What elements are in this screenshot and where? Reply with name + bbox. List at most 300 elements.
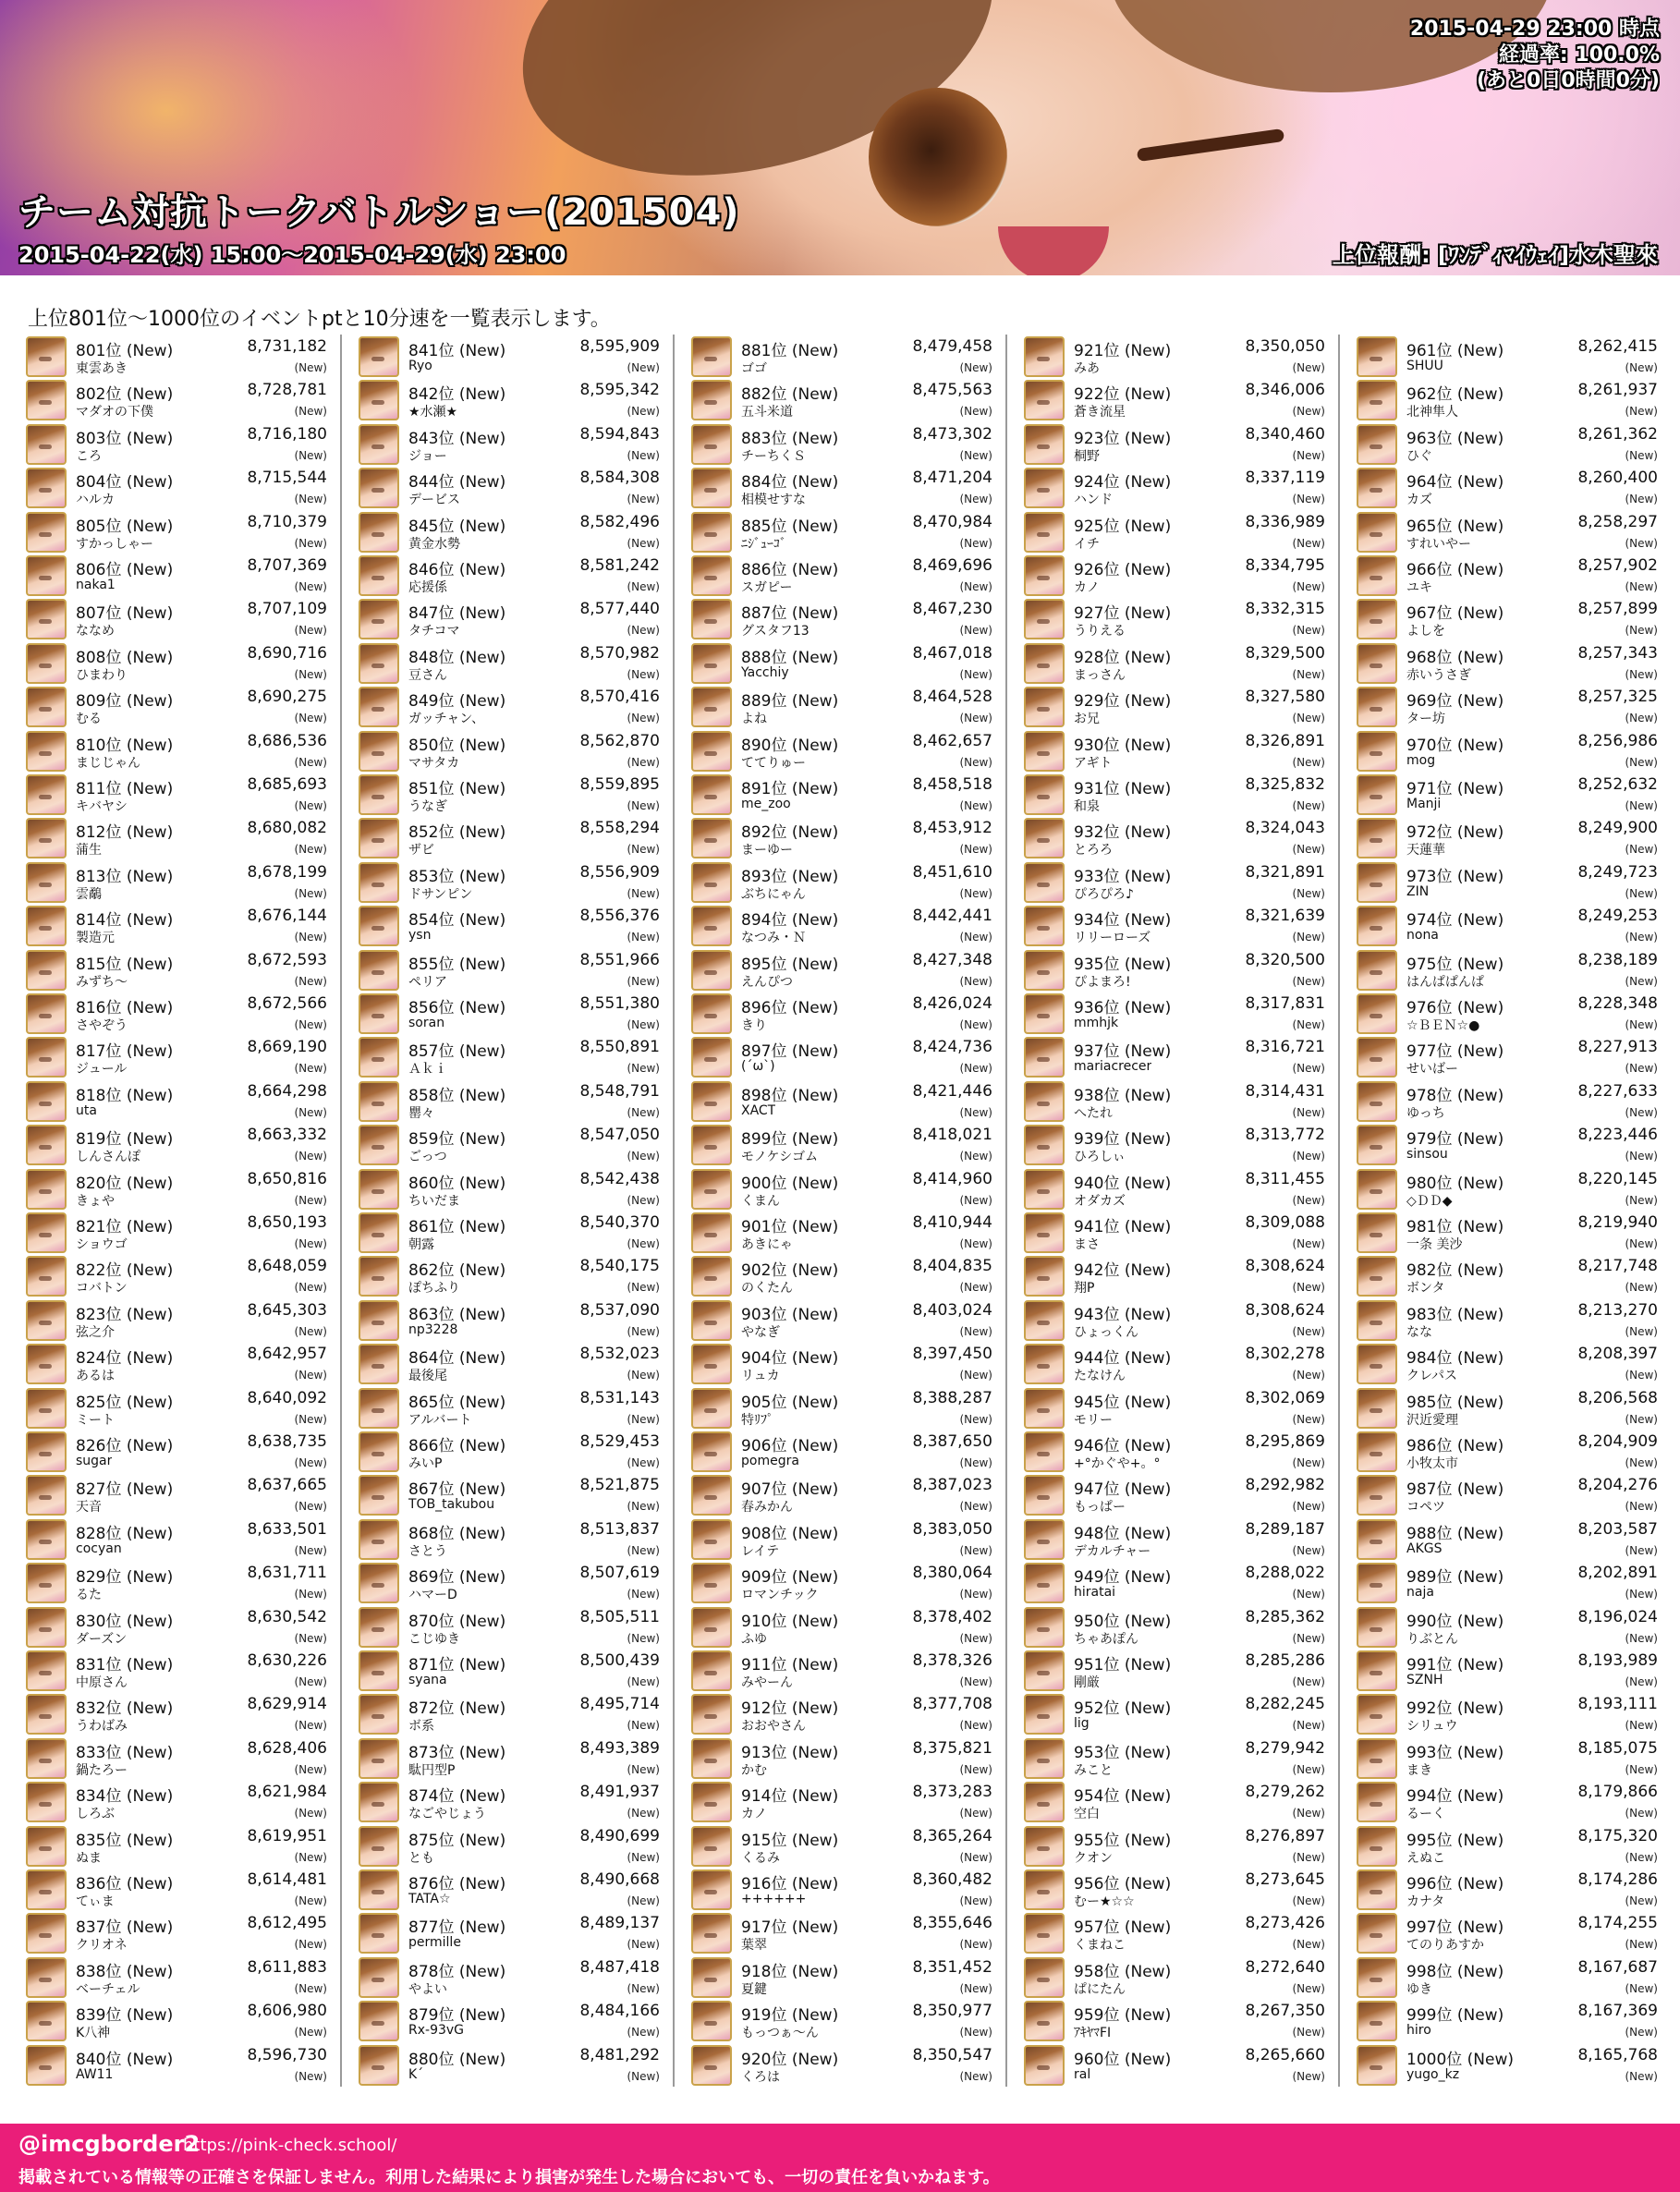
ten-minute-speed: (New) (959, 1456, 992, 1469)
event-points: 8,529,453 (579, 1432, 660, 1451)
event-points: 8,678,199 (247, 862, 327, 882)
ten-minute-speed: (New) (627, 580, 660, 593)
rank-label: 879位 (New) (408, 2006, 506, 2026)
ranking-row (357, 1123, 662, 1167)
avatar (26, 1431, 67, 1472)
player-name: SHUU (1406, 359, 1443, 373)
avatar (1024, 774, 1065, 815)
avatar (26, 1169, 67, 1210)
ranking-row (1355, 1824, 1660, 1869)
player-name: イチ (1074, 536, 1100, 552)
ten-minute-speed: (New) (627, 1675, 660, 1688)
player-name: クオン (1074, 1850, 1113, 1866)
event-points: 8,493,389 (579, 1738, 660, 1758)
ranking-row (24, 422, 329, 467)
event-points: 8,650,816 (247, 1169, 327, 1188)
rank-label: 898位 (New) (741, 1086, 839, 1105)
ranking-row (1355, 904, 1660, 948)
ten-minute-speed: (New) (1625, 667, 1658, 681)
ranking-row (1022, 466, 1327, 510)
event-points: 8,540,370 (579, 1213, 660, 1232)
avatar (691, 1607, 732, 1648)
event-points: 8,309,088 (1245, 1213, 1325, 1232)
event-points: 8,542,438 (579, 1169, 660, 1188)
player-name: ベーチェル (76, 1981, 140, 1997)
rank-label: 921位 (New) (1074, 342, 1172, 360)
rank-label: 991位 (New) (1406, 1656, 1504, 1674)
ten-minute-speed: (New) (627, 624, 660, 638)
rank-label: 807位 (New) (76, 604, 174, 624)
event-points: 8,327,580 (1245, 688, 1325, 707)
event-points: 8,174,286 (1577, 1870, 1658, 1889)
event-points: 8,427,348 (912, 950, 992, 969)
event-points: 8,295,869 (1245, 1432, 1325, 1451)
rank-label: 873位 (New) (408, 1743, 506, 1762)
ranking-row (24, 729, 329, 773)
rank-label: 826位 (New) (76, 1437, 174, 1455)
ten-minute-speed: (New) (627, 1719, 660, 1733)
rank-label: 864位 (New) (408, 1349, 506, 1369)
ten-minute-speed: (New) (627, 361, 660, 374)
player-name: ボンタ (1406, 1281, 1445, 1297)
event-points: 8,204,276 (1577, 1476, 1658, 1495)
rank-label: 935位 (New) (1074, 955, 1172, 974)
avatar (26, 1344, 67, 1384)
ranking-row (689, 1430, 994, 1474)
rank-label: 829位 (New) (76, 1568, 174, 1588)
event-points: 8,314,431 (1245, 1081, 1325, 1101)
rank-label: 900位 (New) (741, 1174, 839, 1193)
ranking-row (689, 1079, 994, 1124)
player-name: クレパス (1406, 1369, 1458, 1384)
ranking-row (689, 1517, 994, 1562)
ranking-row (1022, 1868, 1327, 1912)
avatar (26, 1388, 67, 1429)
ranking-row (24, 1079, 329, 1124)
banner-art-mouth (998, 226, 1109, 275)
rank-label: 828位 (New) (76, 1524, 174, 1543)
ten-minute-speed: (New) (1625, 2069, 1658, 2083)
rank-label: 808位 (New) (76, 648, 174, 667)
event-points: 8,397,450 (912, 1345, 992, 1364)
player-name: ドサンピン (408, 886, 473, 902)
ranking-row (1022, 641, 1327, 686)
ranking-row (24, 641, 329, 686)
event-points: 8,548,791 (579, 1081, 660, 1101)
ten-minute-speed: (New) (294, 1456, 327, 1469)
ten-minute-speed: (New) (627, 1018, 660, 1031)
ten-minute-speed: (New) (1625, 1543, 1658, 1557)
event-points: 8,265,660 (1245, 2045, 1325, 2064)
ranking-row (357, 1649, 662, 1693)
ten-minute-speed: (New) (294, 1719, 327, 1733)
ten-minute-speed: (New) (959, 1193, 992, 1207)
avatar (1357, 1300, 1397, 1341)
ranking-row (24, 1824, 329, 1869)
event-points: 8,421,446 (912, 1081, 992, 1101)
event-points: 8,202,891 (1577, 1564, 1658, 1583)
player-name: ユキ (1406, 580, 1432, 595)
rank-label: 919位 (New) (741, 2006, 839, 2026)
player-name: モノケシゴム (741, 1150, 819, 1165)
ranking-row (1355, 335, 1660, 379)
ranking-column (1022, 335, 1327, 2087)
ranking-row (24, 554, 329, 598)
rank-label: 973位 (New) (1406, 867, 1504, 886)
player-name: K´ (408, 2066, 424, 2082)
event-points: 8,206,568 (1577, 1388, 1658, 1407)
ranking-row (357, 1035, 662, 1079)
ten-minute-speed: (New) (959, 799, 992, 812)
ten-minute-speed: (New) (294, 1631, 327, 1645)
player-name: 豆さん (408, 667, 447, 683)
rank-label: 805位 (New) (76, 517, 174, 536)
avatar (1357, 1431, 1397, 1472)
ten-minute-speed: (New) (1292, 1105, 1325, 1119)
ten-minute-speed: (New) (1292, 1850, 1325, 1864)
ten-minute-speed: (New) (959, 667, 992, 681)
event-points: 8,669,190 (247, 1038, 327, 1057)
player-name: naja (1406, 1585, 1434, 1601)
player-name: みいP (408, 1456, 443, 1471)
rank-label: 866位 (New) (408, 1437, 506, 1455)
ten-minute-speed: (New) (959, 1018, 992, 1031)
event-points: 8,650,193 (247, 1213, 327, 1232)
ranking-row (689, 729, 994, 773)
rank-label: 971位 (New) (1406, 780, 1504, 798)
event-points: 8,387,650 (912, 1432, 992, 1451)
rank-label: 942位 (New) (1074, 1261, 1172, 1281)
player-name: リリーローズ (1074, 931, 1151, 946)
avatar (1024, 1212, 1065, 1253)
ranking-row (24, 773, 329, 817)
rank-label: 876位 (New) (408, 1875, 506, 1894)
event-points: 8,672,593 (247, 950, 327, 969)
ranking-row (689, 860, 994, 905)
ten-minute-speed: (New) (294, 843, 327, 857)
ranking-row (1355, 1780, 1660, 1824)
player-name: AKGS (1406, 1540, 1443, 1556)
event-points: 8,257,902 (1577, 556, 1658, 575)
player-name: 五斗米道 (741, 405, 793, 420)
event-points: 8,491,937 (579, 1783, 660, 1802)
rank-label: 993位 (New) (1406, 1743, 1504, 1762)
avatar (691, 774, 732, 815)
ranking-row (24, 1868, 329, 1912)
event-points: 8,375,821 (912, 1738, 992, 1758)
ranking-row (1022, 685, 1327, 729)
ten-minute-speed: (New) (1292, 493, 1325, 506)
event-points: 8,238,189 (1577, 950, 1658, 969)
event-points: 8,481,292 (579, 2045, 660, 2064)
event-points: 8,595,342 (579, 381, 660, 400)
ranking-row (24, 1211, 329, 1255)
avatar (26, 1563, 67, 1603)
avatar (1357, 687, 1397, 727)
ten-minute-speed: (New) (1292, 1062, 1325, 1076)
player-name: もっつぁ～ん (741, 2026, 819, 2041)
player-name: 製造元 (76, 931, 115, 946)
avatar (1024, 2001, 1065, 2041)
avatar (26, 1913, 67, 1954)
rank-label: 932位 (New) (1074, 823, 1172, 843)
rank-label: 980位 (New) (1406, 1174, 1504, 1193)
event-points: 8,213,270 (1577, 1300, 1658, 1320)
rank-label: 851位 (New) (408, 780, 506, 798)
event-points: 8,562,870 (579, 731, 660, 750)
event-points: 8,495,714 (579, 1695, 660, 1714)
avatar (26, 1081, 67, 1122)
avatar (26, 1826, 67, 1867)
rank-label: 913位 (New) (741, 1743, 839, 1762)
ranking-row (24, 1167, 329, 1212)
rank-label: 992位 (New) (1406, 1699, 1504, 1719)
player-name: るーく (1406, 1807, 1445, 1822)
ten-minute-speed: (New) (294, 1369, 327, 1382)
player-name: sinsou (1406, 1147, 1448, 1163)
ranking-row (24, 860, 329, 905)
ranking-row (1355, 597, 1660, 641)
ranking-row (1022, 860, 1327, 905)
ten-minute-speed: (New) (294, 1588, 327, 1601)
ten-minute-speed: (New) (959, 1150, 992, 1163)
avatar (1357, 599, 1397, 639)
avatar (359, 906, 399, 946)
rank-label: 875位 (New) (408, 1831, 506, 1850)
rank-label: 940位 (New) (1074, 1174, 1172, 1193)
ranking-row (24, 1955, 329, 2000)
rank-label: 819位 (New) (76, 1130, 174, 1150)
ranking-row (1022, 1035, 1327, 1079)
avatar (359, 1826, 399, 1867)
event-points: 8,279,262 (1245, 1783, 1325, 1802)
avatar (1357, 1169, 1397, 1210)
rank-label: 834位 (New) (76, 1787, 174, 1807)
player-name: みやーん (741, 1675, 793, 1690)
event-points: 8,637,665 (247, 1476, 327, 1495)
event-points: 8,551,966 (579, 950, 660, 969)
ten-minute-speed: (New) (959, 1807, 992, 1821)
ranking-row (357, 1780, 662, 1824)
ranking-row (1355, 948, 1660, 992)
event-points: 8,316,721 (1245, 1038, 1325, 1057)
avatar (359, 1037, 399, 1078)
rank-label: 949位 (New) (1074, 1568, 1172, 1588)
ranking-row (689, 816, 994, 860)
ten-minute-speed: (New) (1292, 448, 1325, 462)
player-name: よしを (1406, 624, 1445, 639)
ten-minute-speed: (New) (294, 1324, 327, 1338)
avatar (1024, 1388, 1065, 1429)
avatar (1357, 731, 1397, 772)
rank-label: 966位 (New) (1406, 561, 1504, 579)
player-name: XACT (741, 1102, 776, 1118)
player-name: AW11 (76, 2066, 114, 2082)
avatar (1357, 336, 1397, 377)
rank-label: 906位 (New) (741, 1437, 839, 1455)
avatar (26, 512, 67, 553)
player-name: アルバート (408, 1412, 472, 1428)
event-points: 8,640,092 (247, 1388, 327, 1407)
player-name: permille (408, 1935, 461, 1951)
ten-minute-speed: (New) (627, 536, 660, 550)
rank-label: 854位 (New) (408, 911, 506, 931)
rank-label: 811位 (New) (76, 780, 174, 798)
ranking-row (357, 1211, 662, 1255)
ten-minute-speed: (New) (627, 843, 660, 857)
ranking-row (689, 992, 994, 1036)
avatar (26, 599, 67, 639)
rank-label: 886位 (New) (741, 561, 839, 579)
rank-label: 820位 (New) (76, 1174, 174, 1193)
banner-art-eye (869, 88, 1007, 226)
avatar (1024, 1256, 1065, 1297)
ten-minute-speed: (New) (1292, 712, 1325, 725)
ranking-row (1355, 685, 1660, 729)
ranking-row (689, 510, 994, 554)
avatar (1024, 1650, 1065, 1691)
ten-minute-speed: (New) (1625, 1281, 1658, 1295)
event-points: 8,320,500 (1245, 950, 1325, 969)
rank-label: 927位 (New) (1074, 604, 1172, 624)
ten-minute-speed: (New) (1625, 1588, 1658, 1601)
event-points: 8,282,245 (1245, 1695, 1325, 1714)
ten-minute-speed: (New) (294, 448, 327, 462)
ten-minute-speed: (New) (1625, 536, 1658, 550)
ten-minute-speed: (New) (1625, 448, 1658, 462)
ranking-row (1355, 992, 1660, 1036)
ten-minute-speed: (New) (1292, 1894, 1325, 1907)
avatar (691, 468, 732, 508)
ten-minute-speed: (New) (1292, 1281, 1325, 1295)
player-name: ｱｷﾔﾏFI (1074, 2026, 1112, 2041)
rank-label: 988位 (New) (1406, 1524, 1504, 1543)
event-points: 8,629,914 (247, 1695, 327, 1714)
avatar (691, 1212, 732, 1253)
player-name: うわばみ (76, 1719, 128, 1735)
event-points: 8,257,899 (1577, 600, 1658, 619)
rank-label: 999位 (New) (1406, 2006, 1504, 2026)
avatar (26, 1256, 67, 1297)
event-points: 8,373,283 (912, 1783, 992, 1802)
event-points: 8,351,452 (912, 1957, 992, 1977)
avatar (691, 424, 732, 465)
avatar (26, 1212, 67, 1253)
rank-label: 816位 (New) (76, 999, 174, 1017)
rank-label: 839位 (New) (76, 2006, 174, 2026)
event-points: 8,595,909 (579, 337, 660, 356)
ranking-row (1355, 1955, 1660, 2000)
player-name: カノ (1074, 580, 1100, 595)
ten-minute-speed: (New) (1292, 624, 1325, 638)
rank-label: 827位 (New) (76, 1480, 174, 1500)
ten-minute-speed: (New) (294, 1938, 327, 1952)
event-points: 8,383,050 (912, 1519, 992, 1539)
ten-minute-speed: (New) (959, 843, 992, 857)
event-points: 8,664,298 (247, 1081, 327, 1101)
ranking-row (1022, 1167, 1327, 1212)
player-name: リュカ (741, 1369, 780, 1384)
ten-minute-speed: (New) (627, 1938, 660, 1952)
avatar (1024, 1519, 1065, 1560)
rank-label: 855位 (New) (408, 955, 506, 974)
ranking-row (24, 1561, 329, 1605)
ten-minute-speed: (New) (1292, 1762, 1325, 1776)
event-points: 8,638,735 (247, 1432, 327, 1451)
player-name: 東雲あき (76, 361, 128, 376)
avatar (1024, 468, 1065, 508)
avatar (1024, 1738, 1065, 1779)
event-points: 8,165,768 (1577, 2045, 1658, 2064)
rank-label: 823位 (New) (76, 1305, 174, 1324)
ten-minute-speed: (New) (1625, 1675, 1658, 1688)
player-name: hiratai (1074, 1585, 1116, 1601)
event-points: 8,645,303 (247, 1300, 327, 1320)
ranking-row (689, 2043, 994, 2088)
player-name: ちゃあぽん (1074, 1631, 1138, 1647)
ten-minute-speed: (New) (1625, 405, 1658, 419)
ten-minute-speed: (New) (294, 405, 327, 419)
ranking-row (689, 904, 994, 948)
ten-minute-speed: (New) (959, 405, 992, 419)
event-points: 8,451,610 (912, 862, 992, 882)
player-name: モリー (1074, 1412, 1113, 1428)
rank-label: 889位 (New) (741, 692, 839, 712)
player-name: ター坊 (1406, 712, 1445, 727)
avatar (1357, 818, 1397, 859)
event-points: 8,458,518 (912, 775, 992, 794)
event-points: 8,378,402 (912, 1607, 992, 1626)
ten-minute-speed: (New) (1625, 1150, 1658, 1163)
event-points: 8,365,264 (912, 1826, 992, 1845)
avatar (26, 380, 67, 420)
player-name: みずち～ (76, 974, 128, 990)
rank-label: 892位 (New) (741, 823, 839, 843)
event-points: 8,628,406 (247, 1738, 327, 1758)
rank-label: 830位 (New) (76, 1612, 174, 1631)
ranking-row (689, 1167, 994, 1212)
ten-minute-speed: (New) (1625, 2026, 1658, 2040)
ten-minute-speed: (New) (959, 974, 992, 988)
ranking-row (1022, 1780, 1327, 1824)
footer-url-link[interactable]: https://pink-check.school/ (183, 2136, 397, 2155)
rank-label: 976位 (New) (1406, 999, 1504, 1017)
ranking-row (689, 1955, 994, 2000)
ten-minute-speed: (New) (1625, 1631, 1658, 1645)
avatar (1357, 1957, 1397, 1998)
ranking-row (24, 378, 329, 422)
avatar (1357, 1650, 1397, 1691)
ranking-row (689, 335, 994, 379)
ten-minute-speed: (New) (959, 1543, 992, 1557)
ten-minute-speed: (New) (1292, 1588, 1325, 1601)
player-name: なごやじょう (408, 1807, 486, 1822)
player-name: マダオの下僕 (76, 405, 153, 420)
ranking-row (689, 773, 994, 817)
avatar (359, 731, 399, 772)
rank-label: 809位 (New) (76, 692, 174, 712)
event-points: 8,167,687 (1577, 1957, 1658, 1977)
avatar (359, 1431, 399, 1472)
rank-label: 938位 (New) (1074, 1086, 1172, 1105)
player-name: ひろしぃ (1074, 1150, 1126, 1165)
rank-label: 989位 (New) (1406, 1568, 1504, 1588)
avatar (1024, 1344, 1065, 1384)
ten-minute-speed: (New) (294, 2026, 327, 2040)
event-points: 8,490,668 (579, 1870, 660, 1889)
footer-handle[interactable]: @imcgborder2 (18, 2131, 201, 2157)
ten-minute-speed: (New) (959, 1938, 992, 1952)
